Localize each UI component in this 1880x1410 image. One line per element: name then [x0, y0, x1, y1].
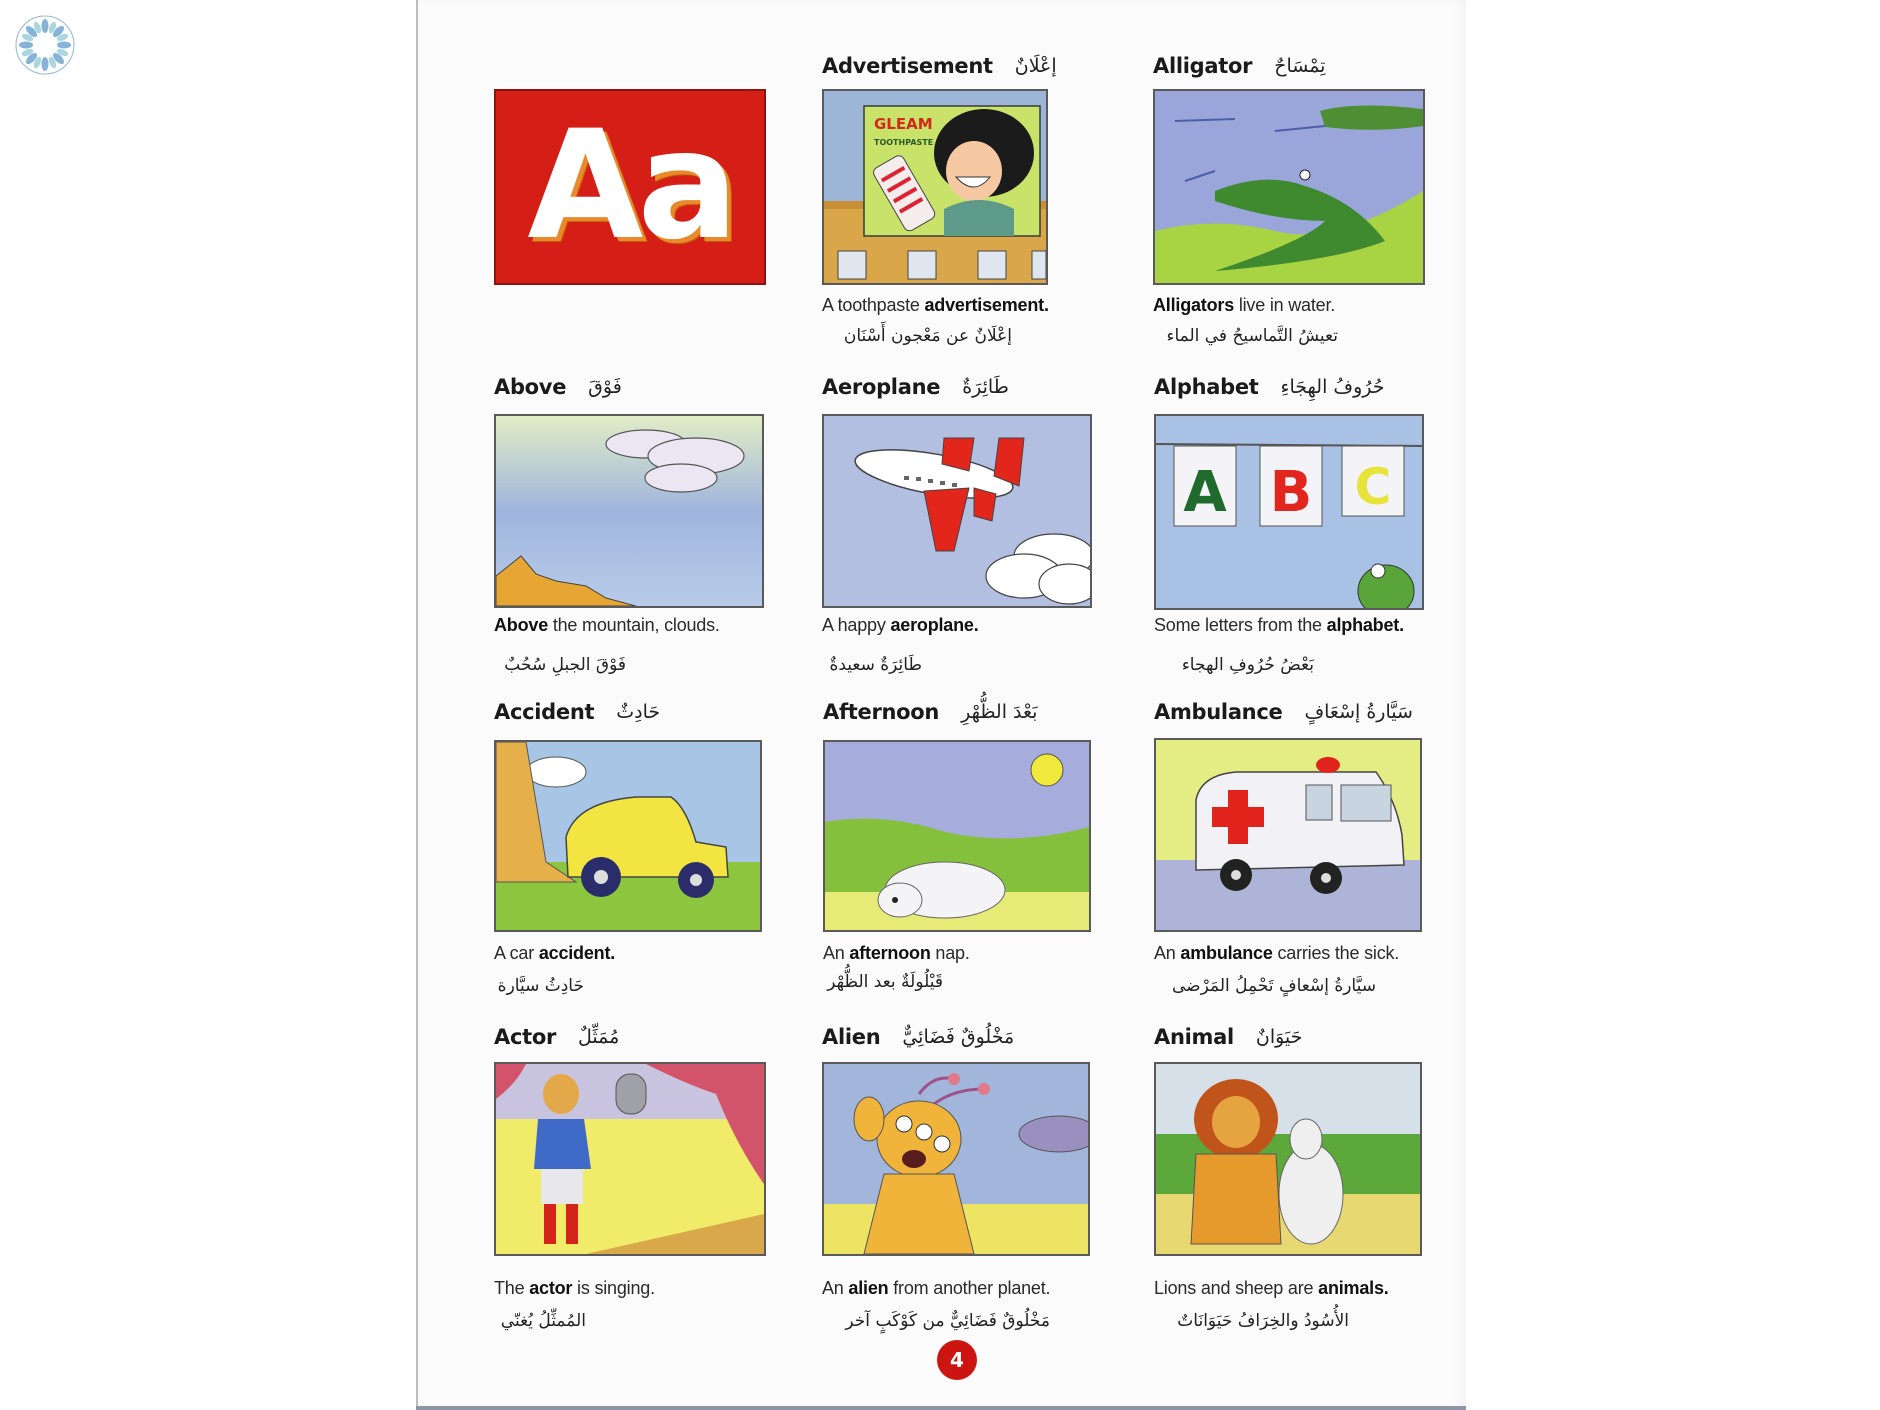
entry-word-arabic: حَيَوَانٌ: [1255, 1026, 1303, 1048]
alien-illustration-icon: [824, 1064, 1088, 1254]
letter-tile-text: Aa: [527, 99, 733, 273]
ambulance-picture: [1154, 738, 1422, 932]
entry-caption: A car accident.: [494, 943, 616, 963]
entry-caption: An alien from another planet.: [822, 1278, 1051, 1298]
entry-heading: [1154, 1025, 1454, 1055]
billboard-illustration-icon: [824, 91, 1046, 283]
entry-heading: [494, 700, 794, 730]
entry-caption-arabic: مَخْلُوقٌ فَضَائِيٌّ من كَوْكَبٍ آخر: [845, 1311, 1050, 1331]
entry-word-arabic: مَخْلُوقٌ فَضَائِيٌّ: [902, 1026, 1015, 1048]
entry-heading: [494, 1025, 794, 1055]
entry-word: Alphabet: [1154, 375, 1259, 399]
entry-caption: An afternoon nap.: [823, 943, 970, 963]
entry-caption: A happy aeroplane.: [822, 615, 979, 635]
entry-word-arabic: مُمَثِّلٌ: [578, 1026, 620, 1048]
entry-heading: [1153, 54, 1453, 84]
entry-caption: Some letters from the alphabet.: [1154, 615, 1404, 635]
advertisement-picture: [822, 89, 1048, 285]
lion-sheep-illustration-icon: [1156, 1064, 1420, 1254]
entry-word-arabic: بَعْدَ الظُّهْرِ: [961, 701, 1038, 723]
entry-caption-arabic: قَيْلُولَةٌ بعد الظُّهْر: [827, 972, 943, 992]
site-logo: [15, 15, 75, 75]
page-bottom-edge: [416, 1406, 1466, 1410]
entry-caption: Above the mountain, clouds.: [494, 615, 720, 635]
entry-word-arabic: فَوْقَ: [588, 376, 622, 398]
entry-heading: [823, 700, 1123, 730]
svg-text:C: C: [1354, 458, 1392, 516]
entry-word: Aeroplane: [822, 375, 941, 399]
entry-word: Above: [494, 375, 567, 399]
rosette-logo-icon: [15, 15, 75, 75]
letter-tile: [494, 89, 766, 285]
entry-word: Accident: [494, 700, 595, 724]
clouds-mountain-illustration-icon: [496, 416, 762, 606]
accident-picture: [494, 740, 762, 932]
afternoon-picture: [823, 740, 1091, 932]
page-number-badge: 4: [937, 1340, 977, 1380]
entry-heading: [1154, 375, 1454, 405]
entry-caption: An ambulance carries the sick.: [1154, 943, 1400, 963]
entry-word-arabic: حَادِثٌ: [616, 701, 661, 723]
entry-word-arabic: حُرُوفُ الهِجَاءِ: [1280, 376, 1385, 398]
entry-caption-arabic: طَائِرَةٌ سعيدةٌ: [829, 655, 922, 675]
above-picture: [494, 414, 764, 608]
entry-word: Afternoon: [823, 700, 940, 724]
alligator-illustration-icon: [1155, 91, 1423, 283]
car-accident-illustration-icon: [496, 742, 760, 930]
animal-picture: [1154, 1062, 1422, 1256]
entry-word: Actor: [494, 1025, 557, 1049]
actor-picture: [494, 1062, 766, 1256]
alphabet-picture: [1154, 414, 1424, 610]
abc-clothesline-illustration-icon: [1156, 416, 1422, 608]
entry-word: Ambulance: [1154, 700, 1283, 724]
entry-word-arabic: تِمْسَاحٌ: [1274, 55, 1326, 77]
entry-caption-arabic: إعْلَانٌ عن مَعْجون أَسْنَان: [843, 326, 1012, 346]
entry-heading: [494, 375, 794, 405]
svg-text:B: B: [1269, 460, 1313, 525]
actor-stage-illustration-icon: [496, 1064, 764, 1254]
entry-caption-arabic: فَوْقَ الجبلِ سُحُبٌ: [504, 655, 626, 675]
ambulance-illustration-icon: [1156, 740, 1420, 930]
svg-text:A: A: [1183, 460, 1227, 525]
aeroplane-picture: [822, 414, 1092, 608]
svg-text:TOOTHPASTE: TOOTHPASTE: [874, 138, 934, 147]
entry-heading: [822, 375, 1122, 405]
entry-caption-arabic: الأُسُودُ والخِرَافُ حَيَوَانَاتٌ: [1177, 1311, 1349, 1331]
entry-caption-arabic: تعيشُ التَّماسيحُ في الماء: [1166, 326, 1338, 346]
entry-caption-arabic: حَادِثُ سيَّارة: [497, 976, 584, 996]
entry-caption: The actor is singing.: [494, 1278, 655, 1298]
entry-caption-arabic: المُمثِّلُ يُغنّي: [500, 1311, 586, 1331]
entry-word: Advertisement: [822, 54, 993, 78]
alligator-picture: [1153, 89, 1425, 285]
sleeping-cat-illustration-icon: [825, 742, 1089, 930]
entry-word-arabic: طَائِرَةٌ: [962, 376, 1009, 398]
entry-caption-arabic: بَعْضُ حُرُوفِ الهجاء: [1181, 655, 1314, 675]
svg-text:GLEAM: GLEAM: [874, 115, 933, 133]
alien-picture: [822, 1062, 1090, 1256]
entry-caption: Alligators live in water.: [1153, 295, 1336, 315]
entry-heading: [1154, 700, 1454, 730]
aeroplane-illustration-icon: [824, 416, 1090, 606]
entry-word: Animal: [1154, 1025, 1234, 1049]
entry-caption: A toothpaste advertisement.: [822, 295, 1049, 315]
entry-word-arabic: سَيَّارةُ إسْعَافٍ: [1304, 701, 1413, 723]
entry-word: Alligator: [1153, 54, 1253, 78]
entry-word: Alien: [822, 1025, 881, 1049]
entry-caption-arabic: سيَّارةُ إسْعافٍ تَحْمِلُ المَرْضى: [1172, 976, 1376, 996]
entry-heading: [822, 1025, 1122, 1055]
entry-heading: [822, 54, 1122, 84]
entry-word-arabic: إعْلَانٌ: [1014, 55, 1057, 77]
entry-caption: Lions and sheep are animals.: [1154, 1278, 1389, 1298]
